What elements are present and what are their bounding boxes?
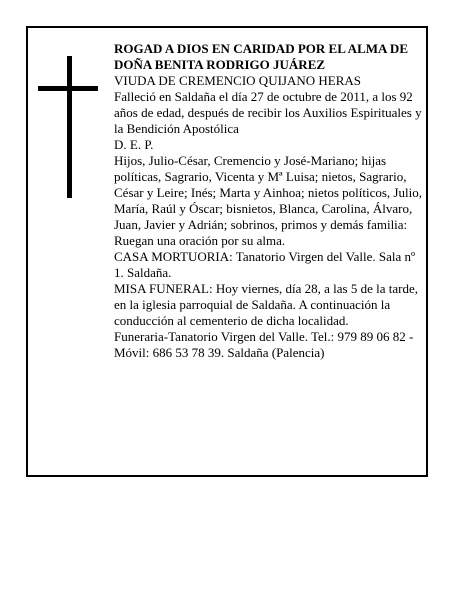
funeral-mass: MISA FUNERAL: Hoy viernes, día 28, a las 5 de la tarde, en la iglesia parroquial de Saldaña. A continuación la conducción al cementerio de dicha localidad.: [114, 281, 419, 328]
notice-text: [114, 41, 422, 361]
cross-horizontal-bar: [38, 86, 98, 91]
heading-prayer-request: ROGAD A DIOS EN CARIDAD POR EL ALMA DE: [114, 41, 408, 56]
rip-line: D. E. P.: [114, 137, 154, 152]
cross-icon: [38, 56, 98, 198]
deceased-name: DOÑA BENITA RODRIGO JUÁREZ: [114, 57, 326, 72]
obituary-notice: [26, 26, 428, 477]
family-list: Hijos, Julio-César, Cremencio y José-Mariano; hijas políticas, Sagrario, Vicenta y Mª Luisa; nietos, Sagrario, César y Leire; Inés; Marta y Ainhoa; nietos políticos, Julio, María, Raúl y Óscar; bisnietos, Blanca, Carolina, Álvaro, Juan, Javier y Adrián; sobrinos, primos y demás familia:: [114, 153, 422, 232]
prayer-request: Ruegan una oración por su alma.: [114, 233, 286, 248]
widow-of: VIUDA DE CREMENCIO QUIJANO HERAS: [114, 73, 361, 88]
death-details: Falleció en Saldaña el día 27 de octubre de 2011, a los 92 años de edad, después de recibir los Auxilios Espirituales y la Bendición Apostólica: [114, 89, 422, 136]
cross-vertical-bar: [67, 56, 72, 198]
funeral-contact: Funeraria-Tanatorio Virgen del Valle. Tel.: 979 89 06 82 - Móvil: 686 53 78 39. Saldaña (Palencia): [114, 329, 414, 360]
funeral-home: CASA MORTUORIA: Tanatorio Virgen del Valle. Sala nº 1. Saldaña.: [114, 249, 416, 280]
